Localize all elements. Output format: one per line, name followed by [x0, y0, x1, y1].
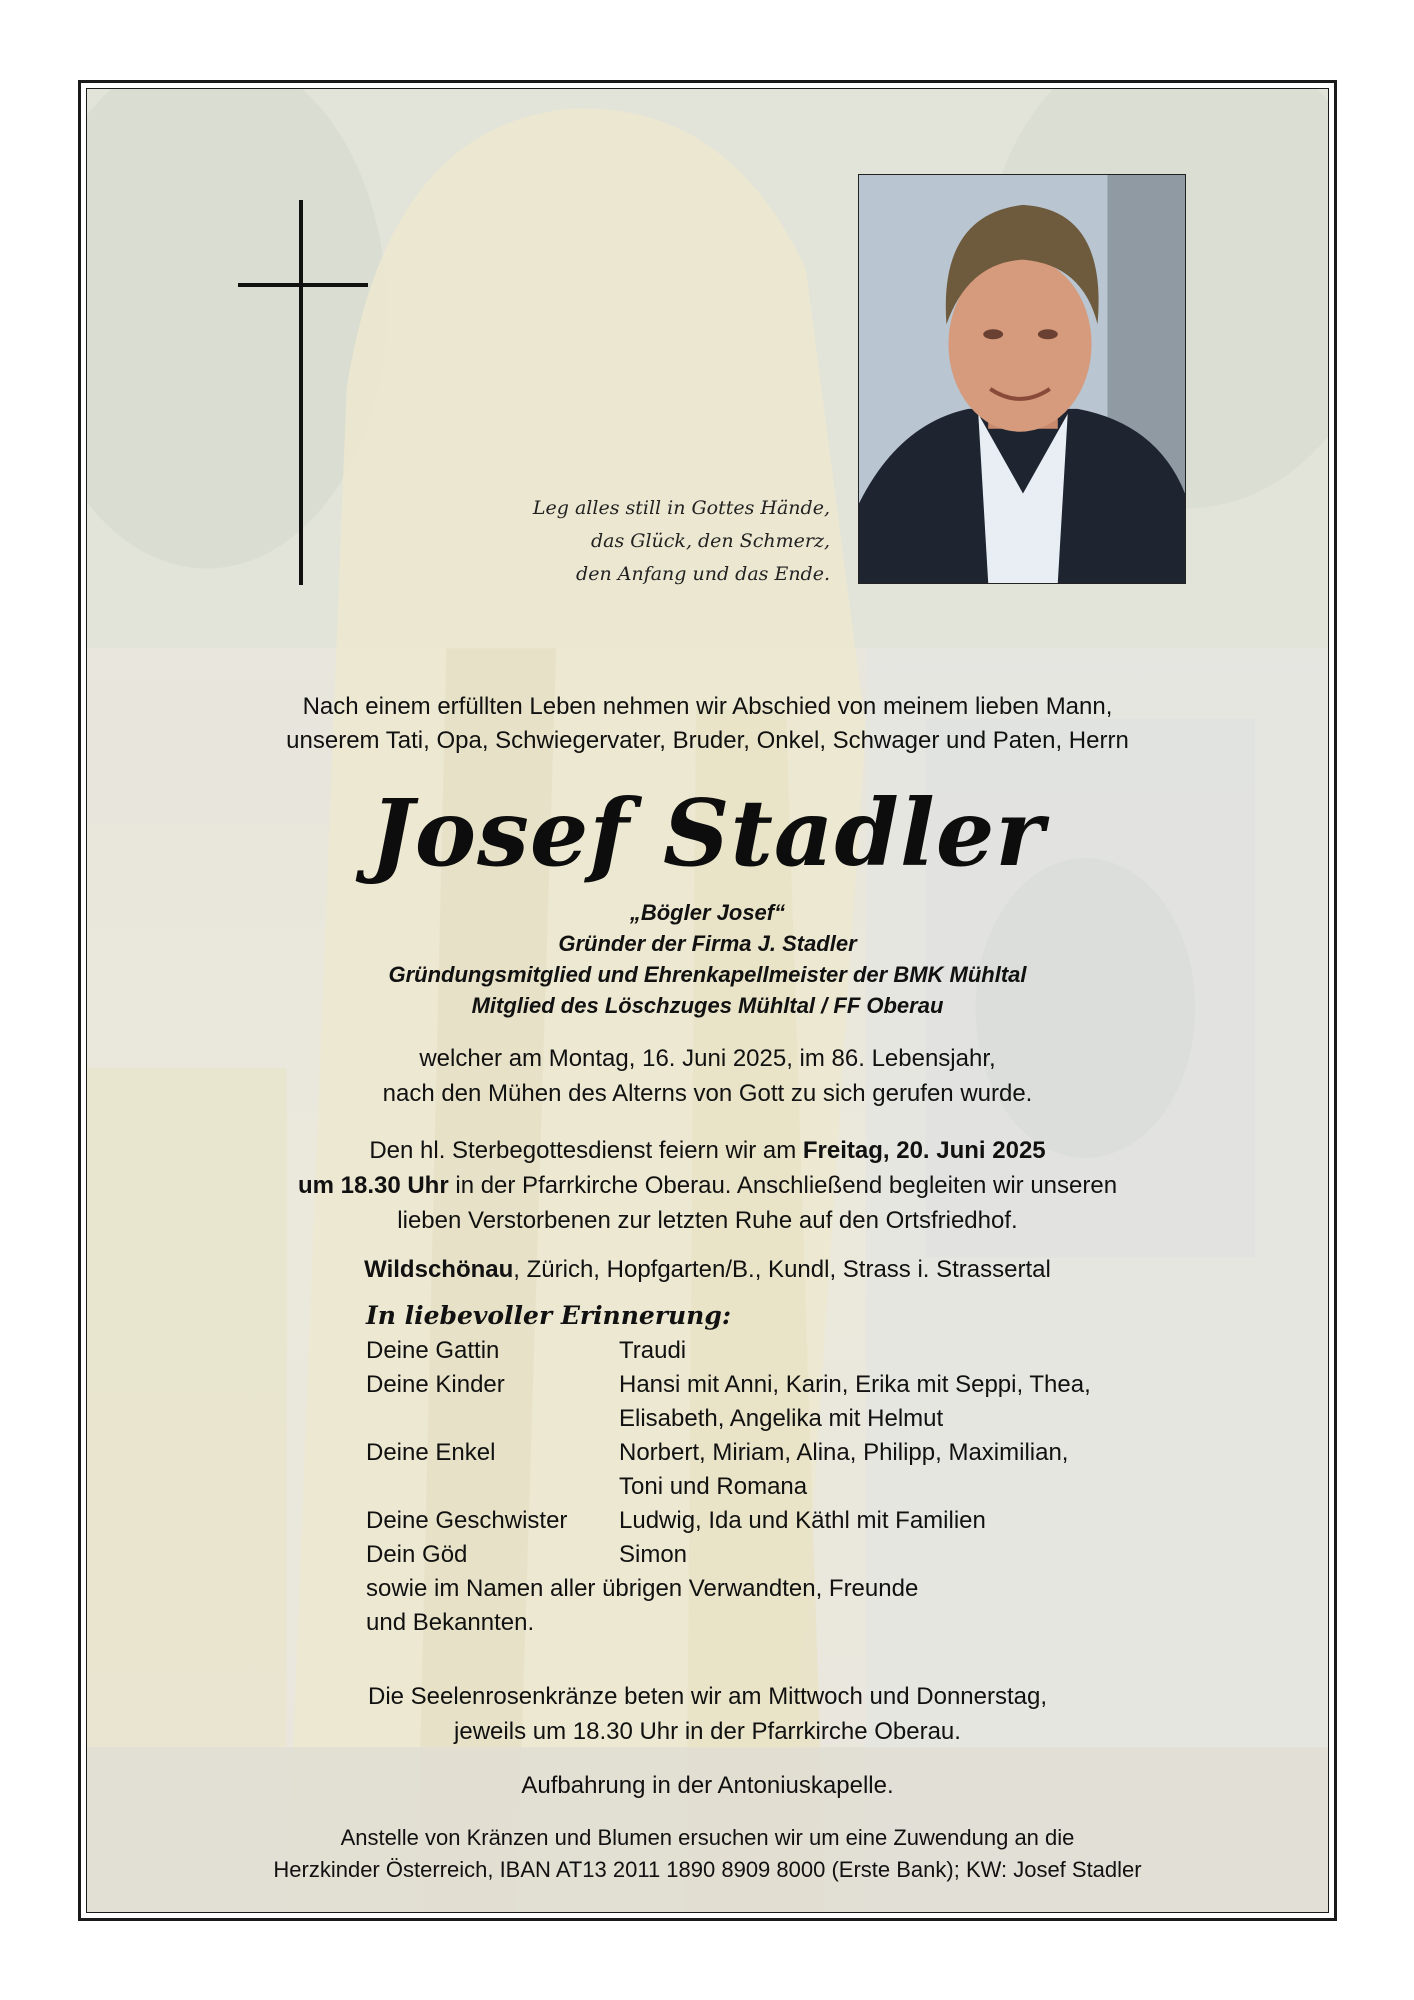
cross-icon: [238, 200, 368, 585]
service-line-1: [86, 1133, 1329, 1168]
verse: [380, 492, 830, 591]
service-text: [86, 1133, 1329, 1238]
donation-line: Herzkinder Österreich, IBAN AT13 2011 1890 8909 8000 (Erste Bank); KW: Josef Stadler: [273, 1857, 1142, 1882]
mourner-label: Deine Enkel: [366, 1439, 496, 1466]
mourner-label: Dein Göd: [366, 1541, 468, 1568]
service-line-3: lieben Verstorbenen zur letzten Ruhe auf den Ortsfriedhof.: [397, 1207, 1018, 1234]
service-date: Freitag, 20. Juni 2025: [802, 1137, 1046, 1164]
service-text-part: Den hl. Sterbegottesdienst feiern wir am: [369, 1137, 803, 1164]
rosary-line: jeweils um 18.30 Uhr in der Pfarrkirche Oberau.: [454, 1718, 961, 1745]
passing-text: [86, 1041, 1329, 1111]
mourner-label: Deine Gattin: [366, 1337, 500, 1364]
nickname: „Bögler Josef“: [629, 900, 786, 925]
memory-heading: In liebevoller Erinnerung:: [366, 1301, 732, 1330]
rosary-line: Die Seelenrosenkränze beten wir am Mittwoch und Donnerstag,: [367, 1683, 1048, 1710]
mourner-names: Ludwig, Ida und Käthl mit Familien: [619, 1507, 986, 1534]
memory-closing: sowie im Namen aller übrigen Verwandten, Freunde und Bekannten.: [366, 1575, 919, 1636]
intro-text: [86, 690, 1329, 758]
intro-line: unserem Tati, Opa, Schwiegervater, Bruder, Onkel, Schwager und Paten, Herrn: [286, 727, 1129, 754]
title-line: Mitglied des Löschzuges Mühltal / FF Oberau: [471, 993, 944, 1018]
places-rest: , Zürich, Hopfgarten/B., Kundl, Strass i. Strassertal: [513, 1256, 1051, 1283]
rosary-text: [86, 1679, 1329, 1749]
mourner-row: [366, 1538, 1266, 1572]
verse-line: den Anfang und das Ende.: [576, 563, 830, 585]
verse-line: Leg alles still in Gottes Hände,: [532, 497, 830, 519]
service-text-part: in der Pfarrkirche Oberau. Anschließend begleiten wir unseren: [448, 1172, 1118, 1199]
mourner-row: [366, 1436, 1266, 1504]
service-time: um 18.30 Uhr: [297, 1172, 449, 1199]
mourner-row: [366, 1368, 1266, 1436]
mourner-row: [366, 1504, 1266, 1538]
mourner-names: Traudi: [619, 1337, 687, 1364]
mourner-names: Hansi mit Anni, Karin, Erika mit Seppi, Thea, Elisabeth, Angelika mit Helmut: [619, 1371, 1091, 1432]
titles: [86, 897, 1329, 1021]
passing-line: nach den Mühen des Alterns von Gott zu sich gerufen wurde.: [382, 1080, 1033, 1107]
service-line-2: [86, 1168, 1329, 1203]
passing-line: welcher am Montag, 16. Juni 2025, im 86. Lebensjahr,: [419, 1045, 996, 1072]
donation-text: [86, 1822, 1329, 1886]
mourner-label: Deine Geschwister: [366, 1507, 568, 1534]
mourner-names: Norbert, Miriam, Alina, Philipp, Maximilian, Toni und Romana: [619, 1439, 1069, 1500]
lying-in-state: Aufbahrung in der Antoniuskapelle.: [521, 1772, 894, 1799]
places-line: [86, 1252, 1329, 1287]
donation-line: Anstelle von Kränzen und Blumen ersuchen wir um eine Zuwendung an die: [340, 1825, 1075, 1850]
title-line: Gründer der Firma J. Stadler: [558, 931, 857, 956]
deceased-name: Josef Stadler: [370, 779, 1045, 887]
mourner-names: Simon: [619, 1541, 688, 1568]
title-line: Gründungsmitglied und Ehrenkapellmeister der BMK Mühltal: [388, 962, 1027, 987]
mourner-row: [366, 1334, 1266, 1368]
verse-line: das Glück, den Schmerz,: [591, 530, 830, 552]
intro-line: Nach einem erfüllten Leben nehmen wir Abschied von meinem lieben Mann,: [302, 693, 1113, 720]
memory-section: [366, 1298, 1266, 1640]
mourner-label: Deine Kinder: [366, 1371, 505, 1398]
portrait-photo: [858, 174, 1186, 584]
place-primary: Wildschönau: [364, 1256, 514, 1283]
